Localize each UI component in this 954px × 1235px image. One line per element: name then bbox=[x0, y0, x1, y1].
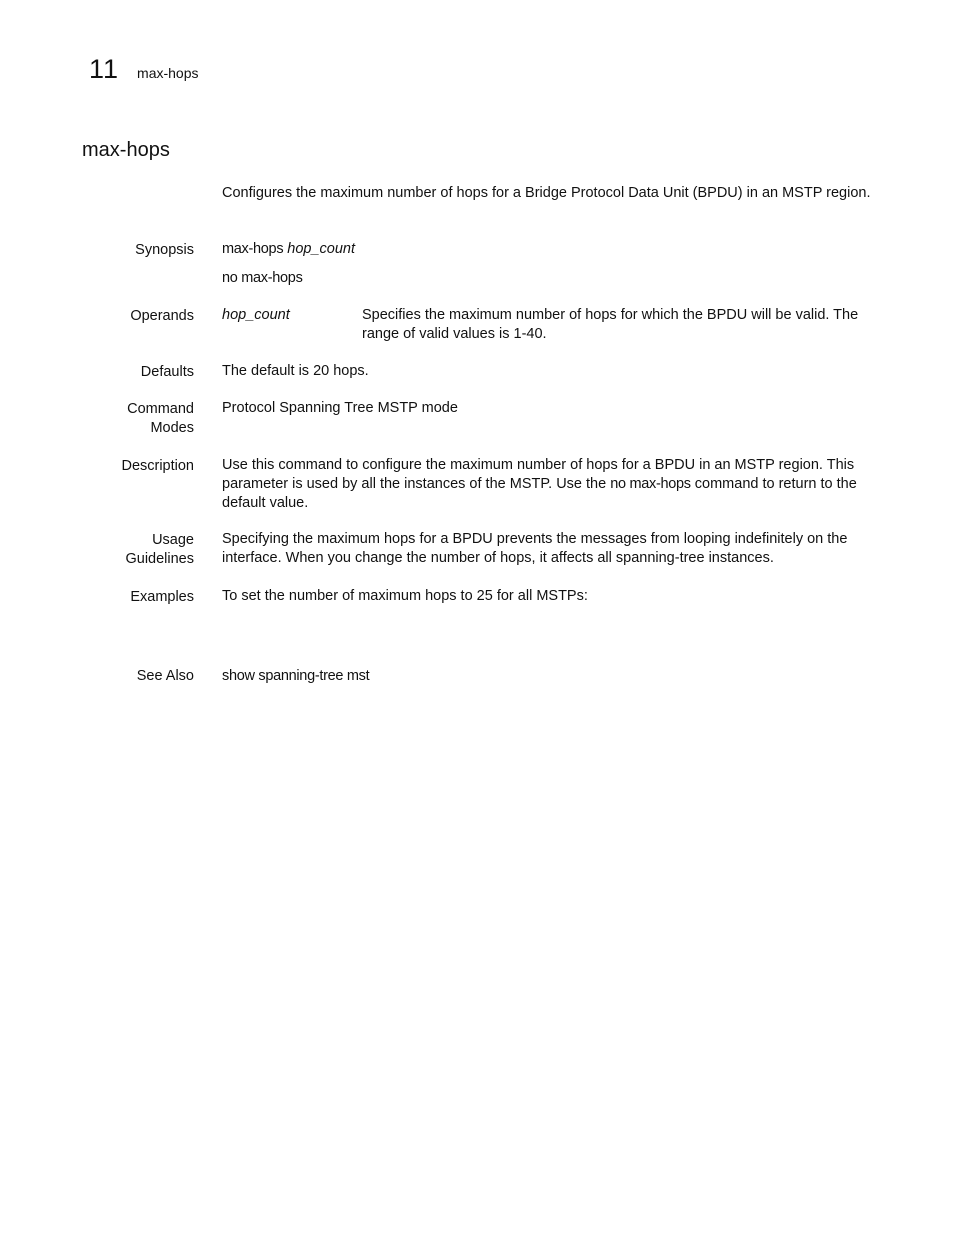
description-text-after: command to return to the default value. bbox=[222, 476, 857, 511]
operand-name: hop_count bbox=[222, 307, 290, 323]
examples-text: To set the number of maximum hops to 25 for all MSTPs: bbox=[222, 588, 588, 604]
synopsis-line-1 bbox=[222, 240, 872, 259]
defaults-label: Defaults bbox=[140, 364, 194, 380]
synopsis-label: Synopsis bbox=[135, 242, 194, 258]
command-modes-text: Protocol Spanning Tree MSTP mode bbox=[222, 400, 458, 416]
command-modes-label bbox=[84, 400, 194, 438]
command-modes-label-line-1: Command bbox=[127, 401, 194, 417]
section-title: max-hops bbox=[82, 139, 170, 161]
page-header bbox=[89, 54, 199, 85]
description-text bbox=[222, 456, 872, 513]
usage-guidelines-label bbox=[84, 531, 194, 569]
synopsis-command: max-hops bbox=[222, 241, 284, 257]
operand-description: Specifies the maximum number of hops for which the BPDU will be valid. The range of valid values is 1-40. bbox=[362, 307, 859, 342]
usage-guidelines-label-line-1: Usage bbox=[152, 532, 194, 548]
chapter-number: 11 bbox=[89, 54, 120, 84]
intro-paragraph: Configures the maximum number of hops for a Bridge Protocol Data Unit (BPDU) in an MSTP region. bbox=[222, 185, 871, 201]
usage-guidelines-text: Specifying the maximum hops for a BPDU prevents the messages from looping indefinitely on the interface. When you change the number of hops, it affects all spanning-tree instances. bbox=[222, 531, 848, 566]
synopsis-line-2: no max-hops bbox=[222, 270, 303, 286]
defaults-text: The default is 20 hops. bbox=[222, 363, 369, 379]
running-title: max-hops bbox=[137, 65, 199, 81]
see-also-link[interactable]: show spanning-tree mst bbox=[222, 668, 370, 684]
examples-label: Examples bbox=[130, 589, 194, 605]
synopsis-argument: hop_count bbox=[287, 241, 356, 257]
operands-label: Operands bbox=[130, 308, 194, 324]
description-label: Description bbox=[121, 458, 194, 474]
command-modes-label-line-2: Modes bbox=[150, 420, 194, 436]
usage-guidelines-label-line-2: Guidelines bbox=[125, 551, 194, 567]
description-text-before: Use this command to configure the maximum number of hops for a BPDU in an MSTP region. This parameter is used by all the instances of the MSTP. Use the bbox=[222, 457, 855, 492]
see-also-label: See Also bbox=[136, 668, 194, 684]
description-command: no max-hops bbox=[610, 476, 691, 492]
